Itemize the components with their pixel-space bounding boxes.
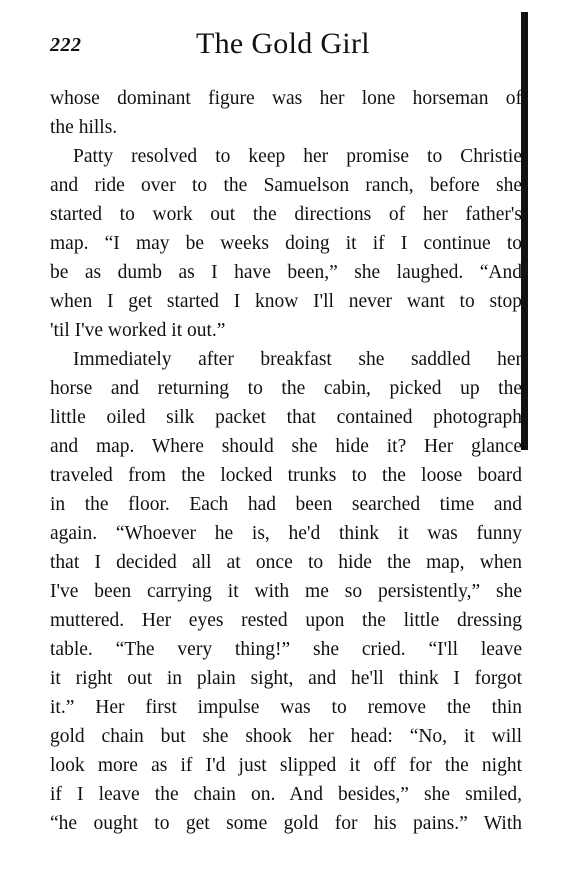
text-line: “he ought to get some gold for his pains.” With [50, 813, 522, 834]
page-number: 222 [50, 34, 82, 56]
text-line: 'til I've worked it out.” [50, 320, 226, 341]
text-line: muttered. Her eyes rested upon the little dressing [50, 610, 522, 631]
text-line: little oiled silk packet that contained photograph [50, 407, 522, 428]
text-line: when I get started I know I'll never want to stop [50, 291, 522, 312]
text-line: Patty resolved to keep her promise to Christie [73, 146, 522, 167]
text-line: gold chain but she shook her head: “No, it will [50, 726, 522, 747]
text-line: if I leave the chain on. And besides,” she smiled, [50, 784, 522, 805]
text-line: that I decided all at once to hide the map, when [50, 552, 522, 573]
text-line: table. “The very thing!” she cried. “I'll leave [50, 639, 522, 660]
text-line: and map. Where should she hide it? Her glance [50, 436, 522, 457]
text-line: in the floor. Each had been searched time and [50, 494, 522, 515]
text-line: map. “I may be weeks doing it if I continue to [50, 233, 522, 254]
text-line: again. “Whoever he is, he'd think it was funny [50, 523, 522, 544]
text-line: I've been carrying it with me so persistently,” she [50, 581, 522, 602]
gutter-rule [521, 12, 528, 450]
text-line: traveled from the locked trunks to the loose board [50, 465, 522, 486]
text-line: the hills. [50, 117, 118, 138]
text-line: and ride over to the Samuelson ranch, before she [50, 175, 522, 196]
text-line: look more as if I'd just slipped it off for the night [50, 755, 522, 776]
text-line: horse and returning to the cabin, picked up the [50, 378, 522, 399]
text-line: it.” Her first impulse was to remove the thin [50, 697, 522, 718]
text-line: started to work out the directions of her father's [50, 204, 522, 225]
text-line: it right out in plain sight, and he'll think I forgot [50, 668, 522, 689]
text-line: Immediately after breakfast she saddled her [73, 349, 522, 370]
body-text [50, 84, 522, 838]
text-line: whose dominant figure was her lone horseman of [50, 88, 522, 109]
text-line: be as dumb as I have been,” she laughed. “And [50, 262, 522, 283]
running-title: The Gold Girl [196, 27, 370, 60]
